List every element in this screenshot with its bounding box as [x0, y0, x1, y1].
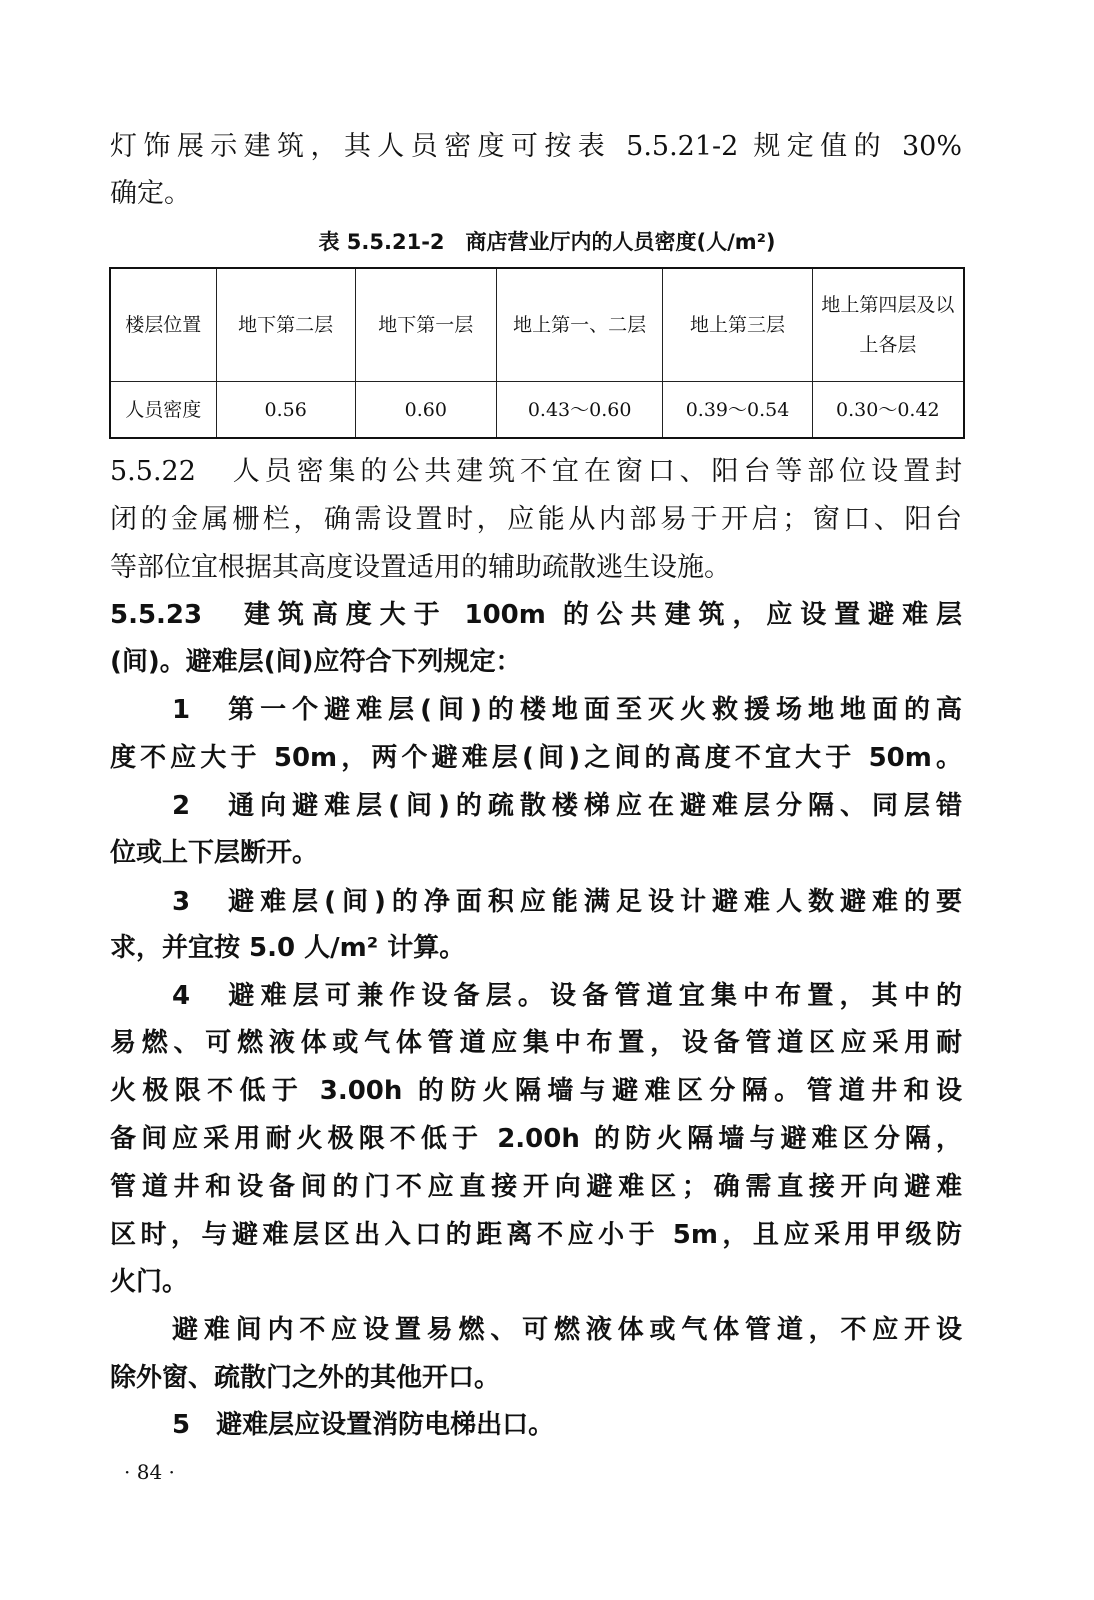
row-cell: 0.60	[355, 382, 496, 439]
header-cell: 地上第一、二层	[496, 268, 663, 382]
row-cell: 0.56	[216, 382, 355, 439]
table-header-row	[110, 268, 964, 382]
header-cell: 楼层位置	[110, 268, 216, 382]
header-cell: 地上第三层	[663, 268, 812, 382]
item4b-line: 避难间内不应设置易燃、可燃液体或气体管道，不应开设	[172, 1315, 962, 1345]
s5522-line: 闭的金属栅栏，确需设置时，应能从内部易于开启；窗口、阳台	[110, 504, 962, 535]
row-cell: 0.43～0.60	[496, 382, 663, 439]
s5522-line: 等部位宜根据其高度设置适用的辅助疏散逃生设施。	[110, 552, 731, 583]
item4b-line: 除外窗、疏散门之外的其他开口。	[110, 1363, 501, 1393]
table-caption: 表 5.5.21-2 商店营业厅内的人员密度(人/m²)	[318, 230, 776, 254]
item3-line: 求，并宜按 5.0 人/m² 计算。	[110, 933, 466, 963]
item2-line: 位或上下层断开。	[110, 838, 319, 868]
s5522-line: 5.5.22 人员密集的公共建筑不宜在窗口、阳台等部位设置封	[110, 456, 962, 487]
s5523-line: (间)。避难层(间)应符合下列规定：	[110, 647, 522, 677]
item1-line: 1 第一个避难层(间)的楼地面至灭火救援场地地面的高	[172, 695, 962, 725]
table-row	[110, 382, 964, 439]
item4-line: 火门。	[110, 1267, 189, 1297]
intro-line-2: 确定。	[110, 178, 191, 209]
row-cell: 0.30～0.42	[812, 382, 964, 439]
header-cell: 地下第二层	[216, 268, 355, 382]
page-number: · 84 ·	[124, 1460, 175, 1484]
item4-line: 火极限不低于 3.00h 的防火隔墙与避难区分隔。管道井和设	[110, 1076, 962, 1106]
item5-line: 5 避难层应设置消防电梯出口。	[172, 1410, 555, 1440]
item2-line: 2 通向避难层(间)的疏散楼梯应在避难层分隔、同层错	[172, 791, 962, 821]
item4-line: 区时，与避难层区出入口的距离不应小于 5m，且应采用甲级防	[110, 1220, 962, 1250]
item1-line: 度不应大于 50m，两个避难层(间)之间的高度不宜大于 50m。	[110, 743, 962, 773]
item4-line: 备间应采用耐火极限不低于 2.00h 的防火隔墙与避难区分隔，	[110, 1124, 962, 1154]
s5523-line: 5.5.23 建筑高度大于 100m 的公共建筑，应设置避难层	[110, 600, 962, 630]
row-cell: 人员密度	[110, 382, 216, 439]
item4-line: 4 避难层可兼作设备层。设备管道宜集中布置，其中的	[172, 981, 962, 1011]
row-cell: 0.39～0.54	[663, 382, 812, 439]
header-cell: 地下第一层	[355, 268, 496, 382]
item4-line: 易燃、可燃液体或气体管道应集中布置，设备管道区应采用耐	[110, 1028, 962, 1058]
header-cell: 地上第四层及以上各层	[812, 268, 964, 382]
item3-line: 3 避难层(间)的净面积应能满足设计避难人数避难的要	[172, 887, 962, 917]
density-table	[109, 267, 965, 439]
item4-line: 管道井和设备间的门不应直接开向避难区；确需直接开向避难	[110, 1172, 962, 1202]
intro-line-1: 灯饰展示建筑，其人员密度可按表 5.5.21-2 规定值的 30%	[110, 131, 962, 162]
